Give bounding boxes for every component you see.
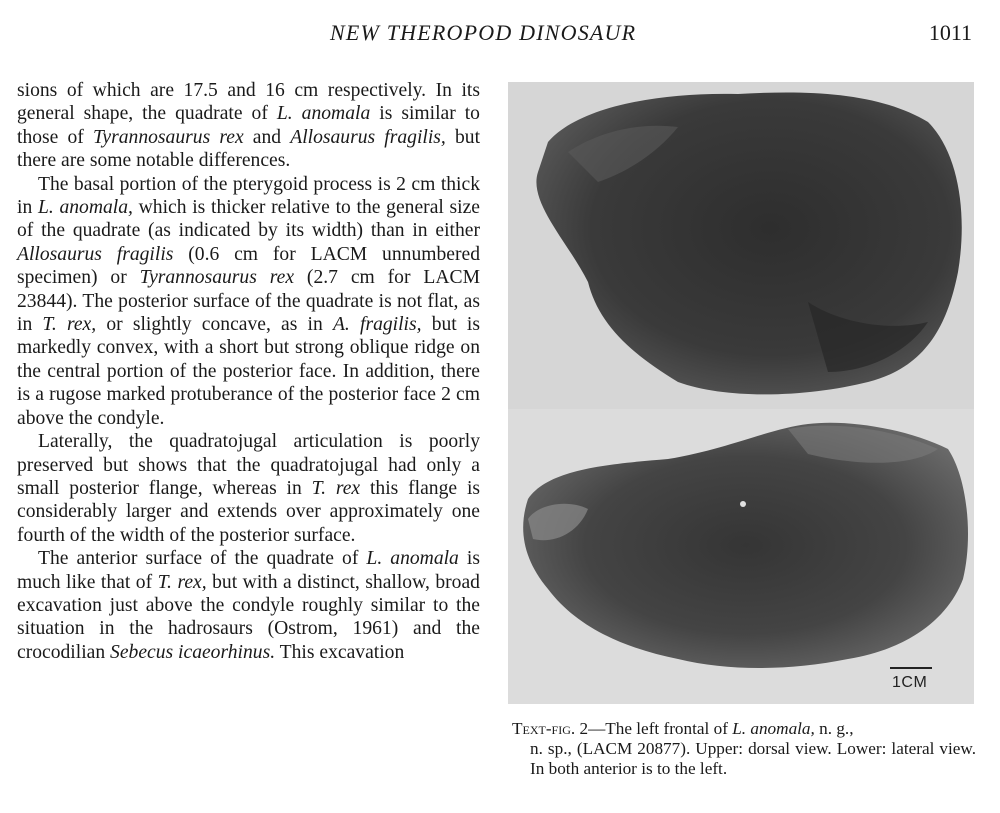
- figure-caption: Text-fig. 2—The left frontal of L. anomala, n. g., n. sp., (LACM 20877). Upper: dorsal view. Lower: lateral view. In both anterior is to the left.: [512, 719, 976, 778]
- scale-bar: [890, 664, 936, 694]
- page-header: [0, 20, 1000, 50]
- running-title: NEW THEROPOD DINOSAUR: [330, 20, 637, 45]
- fossil-photo-dorsal: [508, 82, 974, 409]
- page-number: 1011: [928, 20, 972, 45]
- body-column: [17, 79, 480, 664]
- paragraph-4: The anterior surface of the quadrate of L. anomala is much like that of T. rex, but with a distinct, shallow, broad excavation just above the condyle roughly similar to the situation in the hadrosaurs (Ostrom, 1961) and the crocodilian Sebecus icaeorhinus. This excavation: [17, 548, 480, 663]
- paragraph-2: The basal portion of the pterygoid process is 2 cm thick in L. anomala, which is thicker relative to the general size of the quadrate (as indicated by its width) than in either Allosaurus fragilis (0.6 cm for LACM unnumbered specimen) or Tyrannosaurus rex (2.7 cm for LACM 23844). The posterior surface of the quadrate is not flat, as in T. rex, or slightly concave, as in A. fragilis, but is markedly convex, with a short but strong oblique ridge on the central portion of the posterior face. In addition, there is a rugose marked protuberance of the posterior face 2 cm above the condyle.: [17, 173, 481, 429]
- text-figure-2: [508, 82, 974, 704]
- caption-label: Text-fig.: [512, 719, 576, 738]
- scale-bar-label: 1CM: [892, 674, 928, 691]
- paragraph-3: Laterally, the quadratojugal articulation is poorly preserved but shows that the quadratojugal had only a small posterior flange, whereas in T. rex this flange is considerably larger and extends over approximately one fourth of the width of the posterior surface.: [17, 431, 481, 546]
- caption-body: n. sp., (LACM 20877). Upper: dorsal view. Lower: lateral view. In both anterior is to the left.: [530, 739, 976, 778]
- scale-bar-line: [890, 667, 932, 669]
- paragraph-1: sions of which are 17.5 and 16 cm respectively. In its general shape, the quadrate of L. anomala is similar to those of Tyrannosaurus rex and Allosaurus fragilis, but there are some notable differences.: [17, 80, 481, 172]
- fossil-photo-lateral: [508, 409, 974, 704]
